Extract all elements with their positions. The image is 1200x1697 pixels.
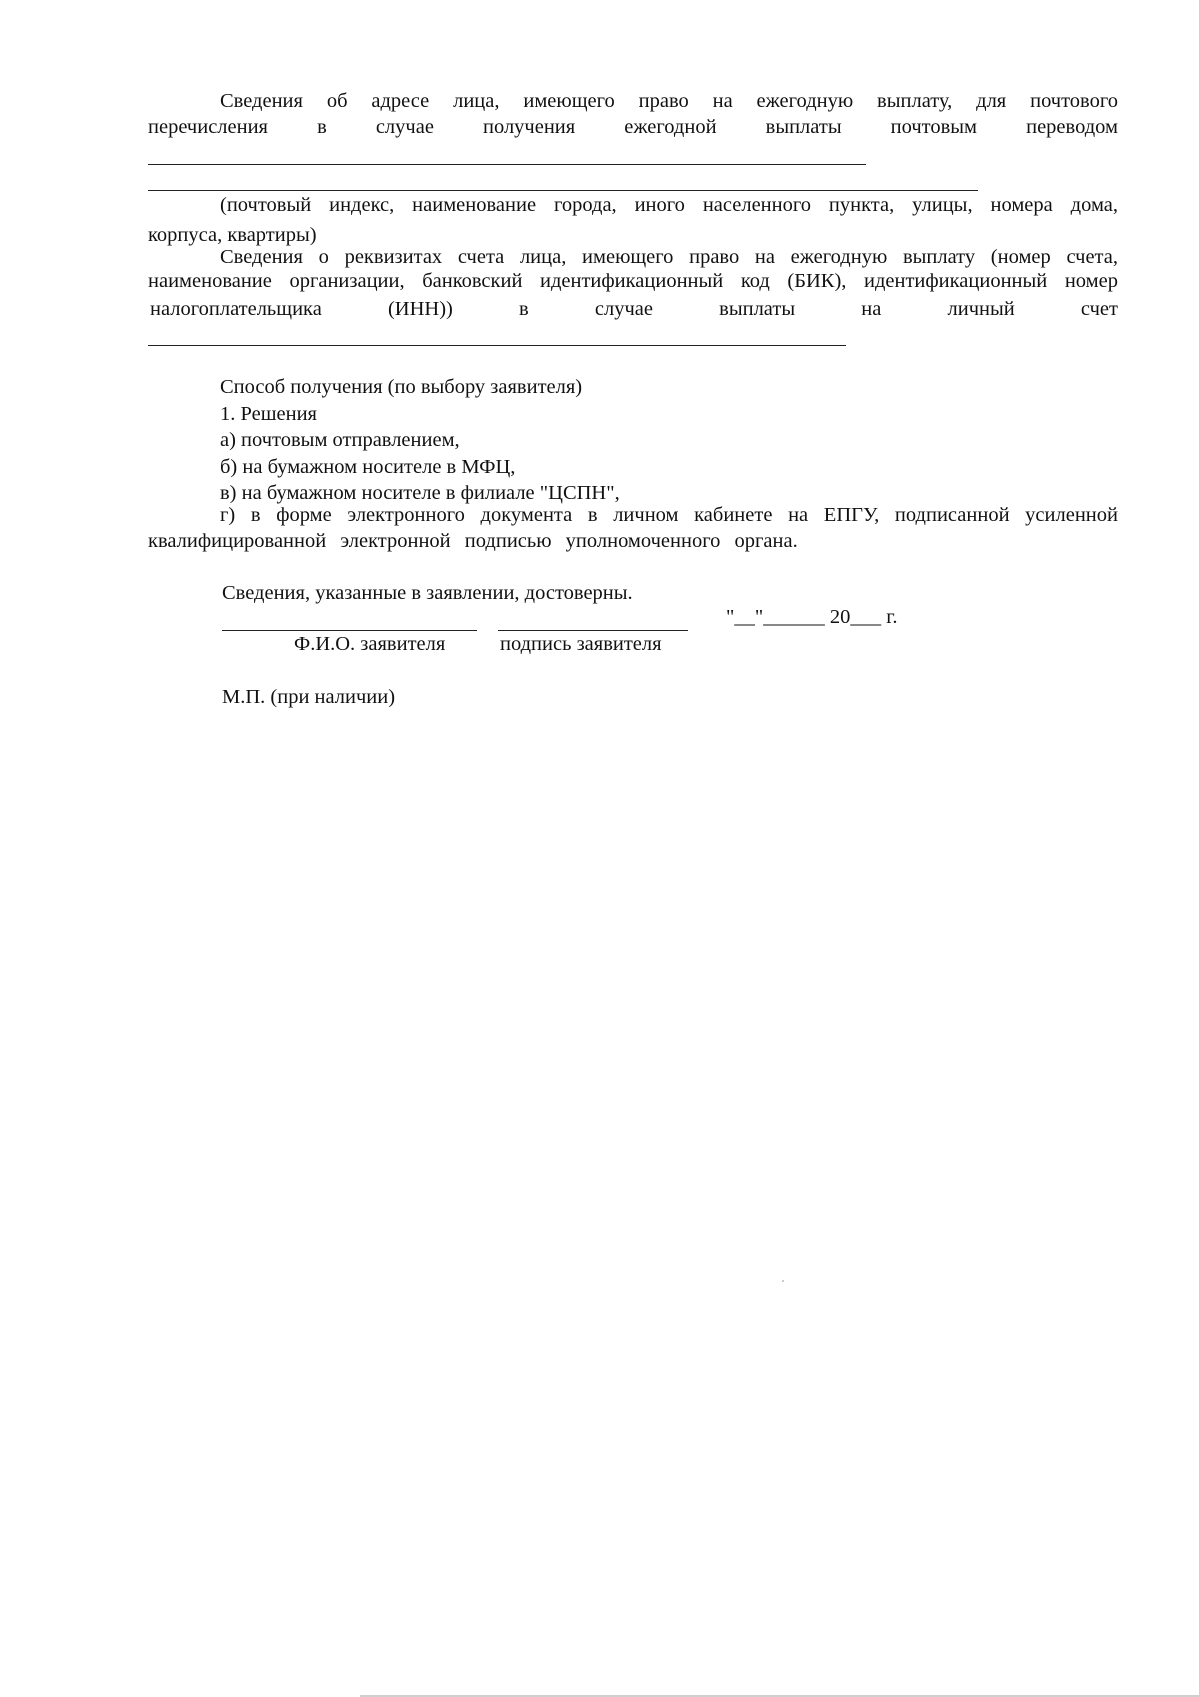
fio-fill-line[interactable] xyxy=(222,630,477,631)
signature-fill-line[interactable] xyxy=(498,630,688,631)
account-statement-line2: наименование организации, банковский идентификационный код (БИК), идентификационный номер xyxy=(148,270,1118,292)
delivery-option-post[interactable]: а) почтовым отправлением, xyxy=(220,429,460,451)
address-hint-line2: корпуса, квартиры) xyxy=(148,224,317,246)
address-hint-line1: (почтовый индекс, наименование города, иного населенного пункта, улицы, номера дома, xyxy=(220,194,1118,216)
delivery-heading: Способ получения (по выбору заявителя) xyxy=(220,376,583,398)
account-fill-line[interactable] xyxy=(148,345,846,346)
delivery-option-epgu-line1[interactable]: г) в форме электронного документа в личном кабинете на ЕПГУ, подписанной усиленной xyxy=(220,504,1118,526)
account-statement-line3: налогоплательщика (ИНН)) в случае выплаты на личный счет xyxy=(150,298,1118,320)
delivery-item-decisions: 1. Решения xyxy=(220,402,317,425)
reliability-statement: Сведения, указанные в заявлении, достоверны. xyxy=(222,582,633,604)
address-fill-line-2[interactable] xyxy=(148,190,978,191)
delivery-option-mfc[interactable]: б) на бумажном носителе в МФЦ, xyxy=(220,455,516,478)
scan-speck xyxy=(782,1280,784,1282)
delivery-method-list xyxy=(220,374,620,507)
fio-label: Ф.И.О. заявителя xyxy=(294,633,446,655)
address-statement-line1: Сведения об адресе лица, имеющего право на ежегодную выплату, для почтового xyxy=(220,90,1118,112)
address-statement-line2: перечисления в случае получения ежегодной выплаты почтовым переводом xyxy=(148,116,1118,138)
delivery-option-epgu-line2: квалифицированной электронной подписью уполномоченного органа. xyxy=(148,530,798,552)
stamp-label: М.П. (при наличии) xyxy=(222,686,396,708)
signature-label: подпись заявителя xyxy=(500,633,662,655)
account-statement-line1: Сведения о реквизитах счета лица, имеющего право на ежегодную выплату (номер счета, xyxy=(220,246,1118,268)
address-fill-line-1[interactable] xyxy=(148,164,866,165)
delivery-option-cspn[interactable]: в) на бумажном носителе в филиале "ЦСПН", xyxy=(220,482,620,504)
date-field[interactable]: "__"______ 20___ г. xyxy=(726,606,898,628)
